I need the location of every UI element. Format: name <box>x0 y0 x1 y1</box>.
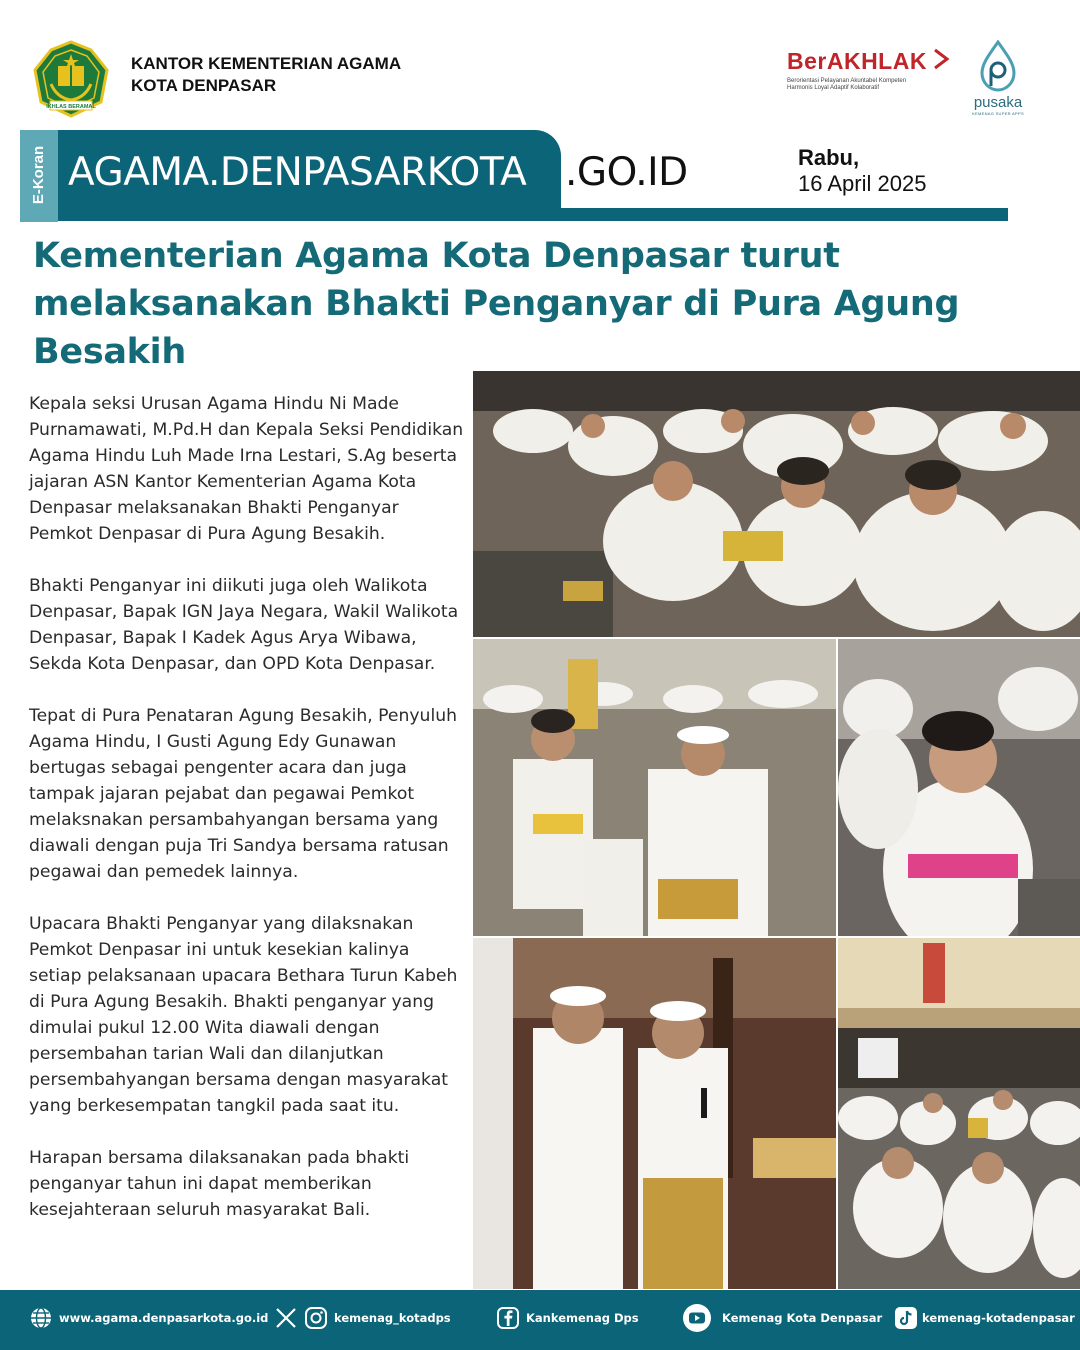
photo-officials-speaking <box>473 938 836 1289</box>
youtube-icon <box>682 1303 712 1333</box>
article-body <box>29 391 467 1249</box>
berakhlak-tagline-1: Berorientasi Pelayanan Akuntabel Kompeten <box>787 78 907 84</box>
footer-website[interactable] <box>29 1303 268 1333</box>
office-line-2: KOTA DENPASAR <box>131 76 277 95</box>
photo-temple-gathering <box>838 938 1080 1289</box>
date-day: Rabu, <box>798 145 860 170</box>
office-line-1: KANTOR KEMENTERIAN AGAMA <box>131 54 402 73</box>
berakhlak-tagline-2: Harmonis Loyal Adaptif Kolaboratif <box>787 85 880 91</box>
globe-icon <box>29 1306 53 1330</box>
banner-underline <box>58 208 1008 221</box>
footer-x-instagram[interactable] <box>274 1303 451 1333</box>
footer-youtube-text: Kemenag Kota Denpasar <box>722 1311 883 1325</box>
berakhlak-tagline <box>787 78 952 92</box>
article-paragraph: Upacara Bhakti Penganyar yang dilaksnakan Pemkot Denpasar ini untuk kesekian kalinya setiap pelaksanaan upacara Bethara Turun Kabeh di Pura Agung Besakih. Bhakti penganyar yang dimulai pukul 12.00 Wita diawali dengan persembahan tarian Wali dan dilanjutkan persembahyangan bersama dengan masyarakat yang berkesempatan tangkil pada saat itu. <box>29 914 458 1116</box>
site-name: AGAMA.DENPASARKOTA <box>68 150 527 195</box>
photo-woman-praying <box>838 639 1080 936</box>
footer-tiktok[interactable] <box>894 1303 1075 1333</box>
berakhlak-word: BerAKHLAK <box>787 48 927 74</box>
article-headline: Kementerian Agama Kota Denpasar turut melaksanakan Bhakti Penganyar di Pura Agung Besakih <box>33 236 960 372</box>
article-paragraph: Bhakti Penganyar ini diikuti juga oleh Walikota Denpasar, Bapak IGN Jaya Negara, Wakil Walikota Denpasar, Bapak I Kadek Agus Arya Wibawa, Sekda Kota Denpasar, dan OPD Kota Denpasar. <box>29 576 459 674</box>
date-full: 16 April 2025 <box>798 171 927 196</box>
footer-tiktok-text: kemenag-kotadenpasar <box>922 1311 1075 1325</box>
x-icon <box>274 1306 298 1330</box>
site-suffix: .GO.ID <box>565 150 688 195</box>
pusaka-sub: KEMENAG SUPER APPS <box>972 111 1024 116</box>
kemenag-emblem <box>33 40 109 118</box>
berakhlak-logo <box>787 48 952 110</box>
footer-facebook-text: Kankemenag Dps <box>526 1311 639 1325</box>
berakhlak-arrow-icon <box>933 48 951 70</box>
photo-crowd-praying <box>473 371 1080 637</box>
pusaka-drop-icon <box>978 40 1018 92</box>
instagram-icon <box>304 1306 328 1330</box>
office-name <box>131 53 401 97</box>
footer-facebook[interactable] <box>496 1303 639 1333</box>
ekoran-label: E-Koran <box>30 145 47 205</box>
footer-youtube[interactable] <box>682 1303 882 1333</box>
pusaka-logo <box>963 40 1033 120</box>
photo-collage <box>473 371 1080 1289</box>
emblem-text: IKHLAS BERAMAL <box>46 104 96 110</box>
photo-emcee <box>473 639 836 936</box>
article-paragraph: Tepat di Pura Penataran Agung Besakih, Penyuluh Agama Hindu, I Gusti Agung Edy Gunawan bertugas sebagai pengenter acara dan juga tampak jajaran pejabat dan pegawai Pemkot melaksnakan persambahyangan bersama yang diawali dengan puja Tri Sandya bersama ratusan pegawai dan pemedek lainnya. <box>29 706 458 882</box>
tiktok-icon <box>894 1306 918 1330</box>
footer-instagram-text: kemenag_kotadps <box>334 1311 451 1325</box>
footer-website-text: www.agama.denpasarkota.go.id <box>59 1311 269 1325</box>
pusaka-word: pusaka <box>973 94 1023 111</box>
article-paragraph: Harapan bersama dilaksanakan pada bhakti penganyar tahun ini dapat memberikan kesejahteraan seluruh masyarakat Bali. <box>29 1148 410 1220</box>
facebook-icon <box>496 1306 520 1330</box>
article-paragraph: Kepala seksi Urusan Agama Hindu Ni Made Purnamawati, M.Pd.H dan Kepala Seksi Pendidikan Agama Hindu Luh Made Irna Lestari, S.Ag beserta jajaran ASN Kantor Kementerian Agama Kota Denpasar melaksanakan Bhakti Penganyar Pemkot Denpasar di Pura Agung Besakih. <box>29 394 464 544</box>
